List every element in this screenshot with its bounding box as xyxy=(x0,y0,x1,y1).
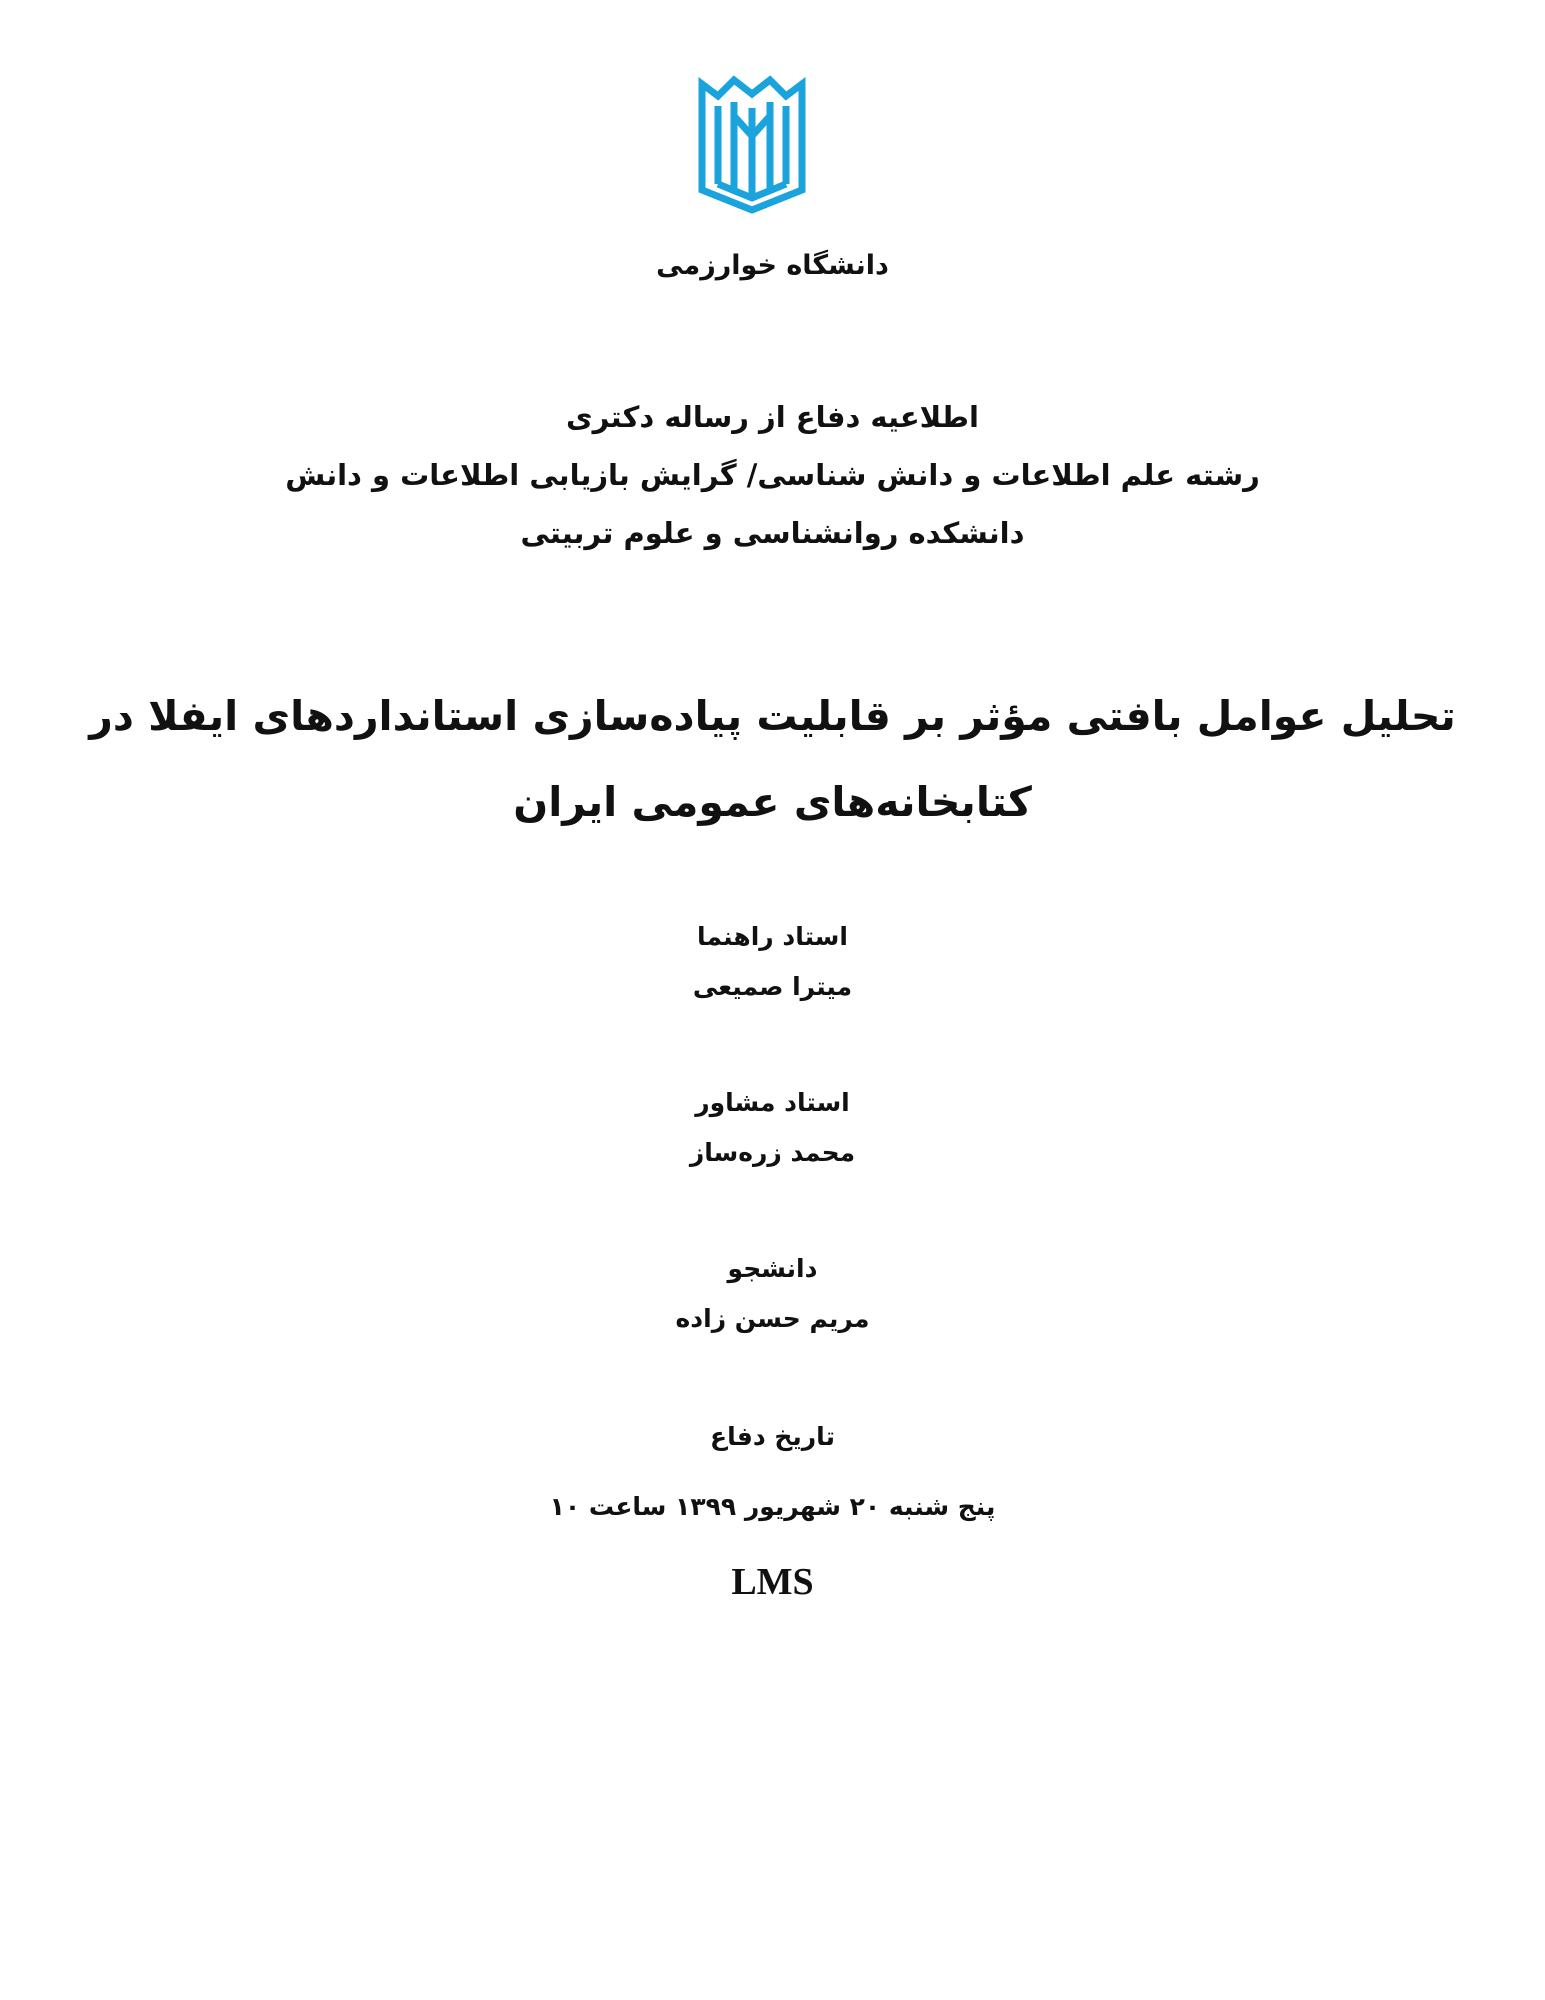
student-label: دانشجو xyxy=(727,1254,818,1283)
student-name: مریم حسن زاده xyxy=(675,1304,870,1333)
advisor-name: میترا صمیعی xyxy=(692,972,853,1001)
notice-heading: اطلاعیه دفاع از رساله دکتری xyxy=(566,400,979,434)
field-of-study: رشته علم اطلاعات و دانش شناسی/ گرایش بازیابی اطلاعات و دانش xyxy=(285,458,1260,492)
defense-date-value: پنج شنبه ۲۰ شهریور ۱۳۹۹ ساعت ۱۰ xyxy=(549,1492,996,1521)
thesis-title-line-1: تحلیل عوامل بافتی مؤثر بر قابلیت پیاده‌سازی استانداردهای ایفلا در xyxy=(89,692,1456,740)
advisor-label: استاد راهنما xyxy=(697,922,848,951)
defense-date-label: تاریخ دفاع xyxy=(710,1422,835,1451)
consultant-name: محمد زره‌ساز xyxy=(689,1138,856,1167)
defense-platform: LMS xyxy=(731,1561,814,1603)
consultant-label: استاد مشاور xyxy=(695,1088,850,1117)
kharazmi-university-logo-icon xyxy=(696,72,808,214)
faculty-name: دانشکده روانشناسی و علوم تربیتی xyxy=(520,516,1025,550)
university-name: دانشگاه خوارزمی xyxy=(656,250,889,281)
thesis-title-line-2: کتابخانه‌های عمومی ایران xyxy=(513,778,1032,826)
